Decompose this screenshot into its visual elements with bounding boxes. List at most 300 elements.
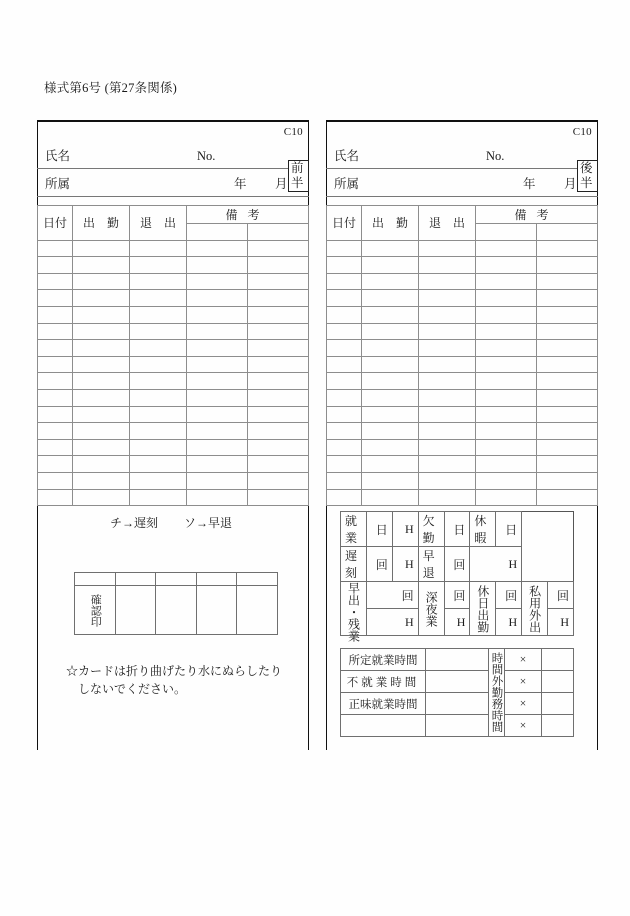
attendance-cell-clock-out[interactable] (419, 389, 476, 406)
counter-label-overtime: 早出・残業 (341, 582, 367, 636)
summary-unit-early-hours[interactable]: H (470, 547, 522, 582)
seal-cell[interactable] (196, 586, 237, 635)
attendance-cell-remarks-a[interactable] (187, 489, 248, 506)
attendance-row (327, 340, 598, 357)
attendance-cell-clock-out[interactable] (419, 306, 476, 323)
col-header-date: 日付 (38, 206, 73, 241)
attendance-cell-clock-out[interactable] (130, 489, 187, 506)
hours-value-net[interactable] (426, 693, 489, 715)
attendance-cell-date[interactable] (38, 439, 73, 456)
attendance-row (327, 472, 598, 489)
attendance-cell-date[interactable] (38, 340, 73, 357)
attendance-cell-remarks-b[interactable] (537, 439, 598, 456)
attendance-cell-clock-out[interactable] (419, 257, 476, 274)
seal-label: 確認印 (75, 586, 116, 635)
attendance-cell-remarks-a[interactable] (476, 290, 537, 307)
attendance-cell-date[interactable] (327, 257, 362, 274)
col-header-remarks: 備考 (187, 206, 309, 224)
attendance-row (38, 290, 309, 307)
hours-overtime-value[interactable] (542, 693, 574, 715)
attendance-cell-clock-in[interactable] (362, 373, 419, 390)
name-label-left: 氏名 (45, 149, 71, 163)
attendance-cell-remarks-b[interactable] (248, 290, 309, 307)
attendance-row (327, 290, 598, 307)
attendance-cell-clock-in[interactable] (362, 389, 419, 406)
attendance-cell-clock-in[interactable] (73, 306, 130, 323)
attendance-cell-clock-in[interactable] (73, 340, 130, 357)
attendance-cell-clock-in[interactable] (362, 489, 419, 506)
attendance-cell-clock-in[interactable] (362, 306, 419, 323)
counter-unit-midnight-count[interactable]: 回 (444, 582, 470, 609)
seal-top-cell[interactable] (196, 573, 237, 586)
summary-label-early: 早退 (418, 547, 444, 582)
attendance-cell-clock-in[interactable] (362, 340, 419, 357)
attendance-cell-remarks-b[interactable] (248, 439, 309, 456)
attendance-cell-remarks-b[interactable] (537, 257, 598, 274)
summary-unit-early-count[interactable]: 回 (444, 547, 470, 582)
attendance-cell-remarks-b[interactable] (537, 373, 598, 390)
attendance-row (327, 240, 598, 257)
attendance-row (38, 273, 309, 290)
attendance-cell-remarks-a[interactable] (187, 323, 248, 340)
legend-early: ソ→早退 (184, 516, 233, 530)
attendance-row (327, 323, 598, 340)
summary-row-work (341, 512, 574, 547)
col-header-remarks: 備考 (476, 206, 598, 224)
attendance-row (38, 423, 309, 440)
counter-unit-private-count[interactable]: 回 (548, 582, 574, 609)
attendance-cell-clock-in[interactable] (362, 273, 419, 290)
care-note (66, 662, 282, 698)
attendance-cell-clock-out[interactable] (419, 456, 476, 473)
attendance-cell-remarks-a[interactable] (187, 439, 248, 456)
attendance-cell-remarks-b[interactable] (248, 306, 309, 323)
col-header-clock-in: 出 勤 (362, 206, 419, 241)
attendance-cell-clock-in[interactable] (73, 456, 130, 473)
attendance-cell-remarks-a[interactable] (187, 389, 248, 406)
attendance-cell-clock-out[interactable] (130, 356, 187, 373)
attendance-cell-remarks-b[interactable] (248, 356, 309, 373)
attendance-cell-date[interactable] (38, 389, 73, 406)
attendance-header-row (327, 206, 598, 224)
card-code-right: C10 (572, 126, 592, 138)
attendance-cell-clock-out[interactable] (130, 439, 187, 456)
counter-unit-private-hours[interactable]: H (548, 609, 574, 636)
employee-no-label-right: No. (486, 149, 505, 163)
attendance-row (38, 406, 309, 423)
hours-row (341, 671, 574, 693)
attendance-row (327, 257, 598, 274)
attendance-row (327, 423, 598, 440)
attendance-cell-remarks-b[interactable] (537, 456, 598, 473)
attendance-cell-date[interactable] (38, 423, 73, 440)
attendance-cell-date[interactable] (38, 240, 73, 257)
hours-label-scheduled: 所定就業時間 (341, 649, 426, 671)
remarks-sub-b[interactable] (537, 224, 598, 241)
attendance-cell-clock-out[interactable] (419, 439, 476, 456)
attendance-cell-remarks-a[interactable] (187, 356, 248, 373)
summary-unit-work-hours[interactable]: H (392, 512, 418, 547)
attendance-table-left (37, 205, 309, 506)
attendance-cell-date[interactable] (327, 423, 362, 440)
attendance-cell-remarks-a[interactable] (476, 489, 537, 506)
seal-top-cell[interactable] (237, 573, 278, 586)
name-row-left (37, 141, 309, 169)
attendance-cell-remarks-a[interactable] (187, 456, 248, 473)
attendance-cell-remarks-a[interactable] (476, 240, 537, 257)
attendance-cell-remarks-a[interactable] (476, 389, 537, 406)
hours-overtime-value[interactable] (542, 715, 574, 737)
year-label-left: 年 (234, 177, 247, 191)
hours-multiply-symbol: × (505, 671, 542, 693)
attendance-cell-remarks-b[interactable] (537, 340, 598, 357)
attendance-row (38, 340, 309, 357)
attendance-cell-clock-in[interactable] (73, 389, 130, 406)
half-period-badge-right: 後半 (577, 160, 598, 192)
attendance-cell-date[interactable] (327, 273, 362, 290)
attendance-cell-remarks-b[interactable] (248, 489, 309, 506)
attendance-row (327, 356, 598, 373)
seal-cell[interactable] (115, 586, 156, 635)
attendance-cell-date[interactable] (38, 290, 73, 307)
attendance-cell-remarks-b[interactable] (537, 273, 598, 290)
attendance-cell-date[interactable] (38, 489, 73, 506)
attendance-row (38, 373, 309, 390)
attendance-cell-remarks-b[interactable] (537, 389, 598, 406)
attendance-header-row (38, 206, 309, 224)
attendance-cell-clock-in[interactable] (73, 406, 130, 423)
attendance-cell-remarks-b[interactable] (248, 456, 309, 473)
col-header-clock-out: 退 出 (419, 206, 476, 241)
hours-overtime-value[interactable] (542, 671, 574, 693)
remarks-sub-a[interactable] (476, 224, 537, 241)
attendance-cell-clock-out[interactable] (130, 257, 187, 274)
attendance-cell-remarks-a[interactable] (476, 456, 537, 473)
attendance-cell-remarks-a[interactable] (187, 423, 248, 440)
attendance-cell-clock-in[interactable] (73, 472, 130, 489)
summary-label-absence: 欠勤 (418, 512, 444, 547)
hours-label-net: 正味就業時間 (341, 693, 426, 715)
attendance-cell-date[interactable] (327, 340, 362, 357)
attendance-cell-clock-out[interactable] (130, 472, 187, 489)
name-row-right (326, 141, 598, 169)
attendance-cell-clock-out[interactable] (419, 489, 476, 506)
attendance-cell-remarks-a[interactable] (476, 257, 537, 274)
attendance-cell-clock-out[interactable] (130, 340, 187, 357)
summary-row-late (341, 547, 574, 582)
attendance-cell-remarks-b[interactable] (537, 406, 598, 423)
attendance-cell-remarks-b[interactable] (537, 423, 598, 440)
attendance-row (38, 240, 309, 257)
attendance-cell-clock-in[interactable] (73, 489, 130, 506)
summary-unit-absence-days[interactable]: 日 (444, 512, 470, 547)
summary-label-work: 就業 (341, 512, 367, 547)
attendance-cell-clock-out[interactable] (419, 423, 476, 440)
summary-table (340, 511, 574, 642)
attendance-cell-clock-in[interactable] (362, 456, 419, 473)
attendance-row (38, 489, 309, 506)
remarks-sub-b[interactable] (248, 224, 309, 241)
attendance-cell-remarks-a[interactable] (476, 306, 537, 323)
hours-value-nonwork[interactable] (426, 671, 489, 693)
hours-value-scheduled[interactable] (426, 649, 489, 671)
attendance-row (38, 472, 309, 489)
hours-multiply-symbol: × (505, 715, 542, 737)
attendance-cell-clock-in[interactable] (73, 240, 130, 257)
attendance-row (327, 389, 598, 406)
attendance-cell-remarks-a[interactable] (476, 406, 537, 423)
seal-cell[interactable] (156, 586, 197, 635)
attendance-cell-clock-in[interactable] (73, 423, 130, 440)
attendance-cell-date[interactable] (38, 306, 73, 323)
legend-late: チ→遅刻 (110, 516, 159, 530)
remarks-sub-a[interactable] (187, 224, 248, 241)
attendance-cell-remarks-b[interactable] (248, 340, 309, 357)
attendance-cell-remarks-b[interactable] (537, 356, 598, 373)
attendance-cell-clock-in[interactable] (362, 356, 419, 373)
seal-main-row (75, 586, 278, 635)
attendance-row (38, 356, 309, 373)
attendance-cell-clock-out[interactable] (419, 356, 476, 373)
attendance-cell-remarks-a[interactable] (476, 439, 537, 456)
attendance-cell-clock-out[interactable] (419, 340, 476, 357)
dept-row-left (37, 161, 309, 197)
timecard-left (37, 120, 309, 506)
employee-no-label-left: No. (197, 149, 216, 163)
hours-row (341, 693, 574, 715)
attendance-cell-clock-in[interactable] (362, 257, 419, 274)
summary-label-late: 遅刻 (341, 547, 367, 582)
seal-top-cell[interactable] (115, 573, 156, 586)
attendance-cell-clock-in[interactable] (362, 240, 419, 257)
attendance-cell-date[interactable] (38, 257, 73, 274)
attendance-row (38, 323, 309, 340)
counter-unit-midnight-hours[interactable]: H (444, 609, 470, 636)
attendance-cell-clock-out[interactable] (130, 323, 187, 340)
attendance-cell-clock-in[interactable] (362, 472, 419, 489)
hours-multiply-symbol: × (505, 693, 542, 715)
attendance-cell-date[interactable] (327, 489, 362, 506)
summary-label-leave: 休暇 (470, 512, 496, 547)
attendance-cell-clock-in[interactable] (73, 439, 130, 456)
attendance-cell-date[interactable] (38, 472, 73, 489)
hours-table (340, 648, 574, 737)
attendance-row (327, 373, 598, 390)
attendance-cell-remarks-b[interactable] (248, 323, 309, 340)
attendance-cell-remarks-b[interactable] (537, 290, 598, 307)
attendance-cell-date[interactable] (327, 389, 362, 406)
attendance-cell-clock-out[interactable] (419, 406, 476, 423)
counter-label-private: 私用外出 (522, 582, 548, 636)
attendance-cell-date[interactable] (327, 456, 362, 473)
counter-label-holiday: 休日出勤 (470, 582, 496, 636)
attendance-cell-date[interactable] (38, 323, 73, 340)
attendance-cell-remarks-a[interactable] (187, 340, 248, 357)
attendance-cell-clock-out[interactable] (130, 456, 187, 473)
attendance-cell-clock-in[interactable] (362, 439, 419, 456)
counter-unit-holiday-hours[interactable]: H (496, 609, 522, 636)
attendance-cell-clock-out[interactable] (130, 389, 187, 406)
attendance-cell-clock-out[interactable] (419, 323, 476, 340)
attendance-row (38, 456, 309, 473)
attendance-row (38, 389, 309, 406)
hours-label-blank (341, 715, 426, 737)
attendance-cell-clock-in[interactable] (362, 290, 419, 307)
attendance-cell-remarks-a[interactable] (187, 472, 248, 489)
attendance-row (38, 306, 309, 323)
attendance-cell-date[interactable] (327, 306, 362, 323)
attendance-cell-remarks-a[interactable] (476, 273, 537, 290)
attendance-cell-clock-in[interactable] (73, 273, 130, 290)
seal-top-row (75, 573, 278, 586)
attendance-cell-clock-in[interactable] (362, 323, 419, 340)
attendance-row (327, 456, 598, 473)
attendance-cell-clock-in[interactable] (73, 356, 130, 373)
attendance-cell-date[interactable] (38, 373, 73, 390)
attendance-cell-clock-in[interactable] (362, 406, 419, 423)
legend-marks (110, 514, 232, 531)
attendance-row (38, 439, 309, 456)
attendance-cell-remarks-b[interactable] (248, 406, 309, 423)
attendance-cell-date[interactable] (38, 356, 73, 373)
summary-unit-work-days[interactable]: 日 (366, 512, 392, 547)
dept-label-right: 所属 (334, 177, 360, 191)
attendance-cell-date[interactable] (327, 240, 362, 257)
hours-value-blank[interactable] (426, 715, 489, 737)
attendance-cell-remarks-a[interactable] (187, 257, 248, 274)
attendance-row (327, 439, 598, 456)
attendance-cell-date[interactable] (327, 472, 362, 489)
attendance-cell-date[interactable] (327, 406, 362, 423)
attendance-cell-remarks-b[interactable] (248, 389, 309, 406)
hours-label-nonwork: 不就業時間 (341, 671, 426, 693)
attendance-body-right (327, 240, 598, 506)
attendance-cell-clock-out[interactable] (130, 373, 187, 390)
attendance-cell-clock-out[interactable] (419, 472, 476, 489)
attendance-cell-remarks-a[interactable] (476, 323, 537, 340)
hours-overtime-value[interactable] (542, 649, 574, 671)
attendance-cell-remarks-b[interactable] (537, 323, 598, 340)
attendance-cell-remarks-a[interactable] (476, 423, 537, 440)
attendance-cell-clock-out[interactable] (130, 290, 187, 307)
attendance-cell-remarks-a[interactable] (476, 472, 537, 489)
col-header-clock-out: 退 出 (130, 206, 187, 241)
attendance-cell-date[interactable] (327, 290, 362, 307)
seal-top-cell-label (75, 573, 116, 586)
attendance-cell-remarks-b[interactable] (248, 373, 309, 390)
attendance-cell-remarks-b[interactable] (248, 257, 309, 274)
counter-row-top (341, 582, 574, 609)
attendance-cell-remarks-b[interactable] (537, 240, 598, 257)
attendance-cell-remarks-a[interactable] (476, 356, 537, 373)
hours-row (341, 715, 574, 737)
attendance-cell-clock-out[interactable] (419, 290, 476, 307)
attendance-cell-clock-out[interactable] (419, 373, 476, 390)
attendance-cell-clock-in[interactable] (73, 257, 130, 274)
half-period-badge-left: 前半 (288, 160, 309, 192)
counter-unit-holiday-count[interactable]: 回 (496, 582, 522, 609)
form-code: 様式第6号 (第27条関係) (44, 81, 178, 95)
attendance-cell-remarks-b[interactable] (248, 273, 309, 290)
attendance-row (327, 489, 598, 506)
hours-multiply-symbol: × (505, 649, 542, 671)
counter-unit-overtime-hours[interactable]: H (366, 609, 418, 636)
seal-cell[interactable] (237, 586, 278, 635)
col-header-date: 日付 (327, 206, 362, 241)
attendance-cell-clock-out[interactable] (130, 423, 187, 440)
name-label-right: 氏名 (334, 149, 360, 163)
attendance-cell-clock-in[interactable] (73, 290, 130, 307)
attendance-row (38, 257, 309, 274)
attendance-cell-clock-out[interactable] (130, 240, 187, 257)
attendance-cell-remarks-b[interactable] (537, 306, 598, 323)
attendance-cell-date[interactable] (327, 356, 362, 373)
attendance-cell-clock-out[interactable] (419, 273, 476, 290)
attendance-cell-remarks-a[interactable] (187, 373, 248, 390)
attendance-cell-date[interactable] (38, 273, 73, 290)
care-note-line2: しないでください。 (78, 682, 187, 696)
year-label-right: 年 (523, 177, 536, 191)
attendance-cell-remarks-b[interactable] (248, 240, 309, 257)
attendance-cell-clock-out[interactable] (419, 240, 476, 257)
seal-top-cell[interactable] (156, 573, 197, 586)
attendance-cell-remarks-a[interactable] (187, 306, 248, 323)
col-header-clock-in: 出 勤 (73, 206, 130, 241)
attendance-cell-clock-out[interactable] (130, 406, 187, 423)
attendance-row (327, 273, 598, 290)
attendance-cell-remarks-a[interactable] (476, 340, 537, 357)
month-label-left: 月 (275, 177, 288, 191)
confirmation-seal-table (74, 572, 278, 635)
attendance-cell-remarks-b[interactable] (537, 489, 598, 506)
timecard-right (326, 120, 598, 506)
card-code-left: C10 (283, 126, 303, 138)
attendance-cell-clock-out[interactable] (130, 306, 187, 323)
summary-unit-late-count[interactable]: 回 (366, 547, 392, 582)
attendance-body-left (38, 240, 309, 506)
care-note-line1: ☆カードは折り曲げたり水にぬらしたり (66, 664, 283, 678)
attendance-cell-remarks-a[interactable] (187, 240, 248, 257)
attendance-cell-clock-out[interactable] (130, 273, 187, 290)
hours-row (341, 649, 574, 671)
dept-label-left: 所属 (45, 177, 71, 191)
attendance-cell-remarks-a[interactable] (476, 373, 537, 390)
attendance-cell-remarks-a[interactable] (187, 273, 248, 290)
attendance-cell-date[interactable] (38, 406, 73, 423)
summary-unit-leave-days[interactable]: 日 (496, 512, 522, 547)
hours-vertical-label-overtime: 時間外勤務時間 (489, 649, 505, 737)
attendance-cell-remarks-b[interactable] (248, 472, 309, 489)
month-label-right: 月 (564, 177, 577, 191)
attendance-row (327, 306, 598, 323)
attendance-table-right (326, 205, 598, 506)
counter-label-midnight: 深夜業 (418, 582, 444, 636)
attendance-row (327, 406, 598, 423)
attendance-cell-date[interactable] (327, 439, 362, 456)
attendance-cell-date[interactable] (38, 456, 73, 473)
attendance-cell-remarks-b[interactable] (537, 472, 598, 489)
attendance-cell-remarks-a[interactable] (187, 406, 248, 423)
attendance-cell-clock-in[interactable] (362, 423, 419, 440)
counter-unit-overtime-count[interactable]: 回 (366, 582, 418, 609)
attendance-cell-clock-in[interactable] (73, 373, 130, 390)
summary-unit-late-hours[interactable]: H (392, 547, 418, 582)
attendance-cell-date[interactable] (327, 323, 362, 340)
attendance-cell-date[interactable] (327, 373, 362, 390)
attendance-cell-remarks-b[interactable] (248, 423, 309, 440)
attendance-cell-clock-in[interactable] (73, 323, 130, 340)
attendance-cell-remarks-a[interactable] (187, 290, 248, 307)
